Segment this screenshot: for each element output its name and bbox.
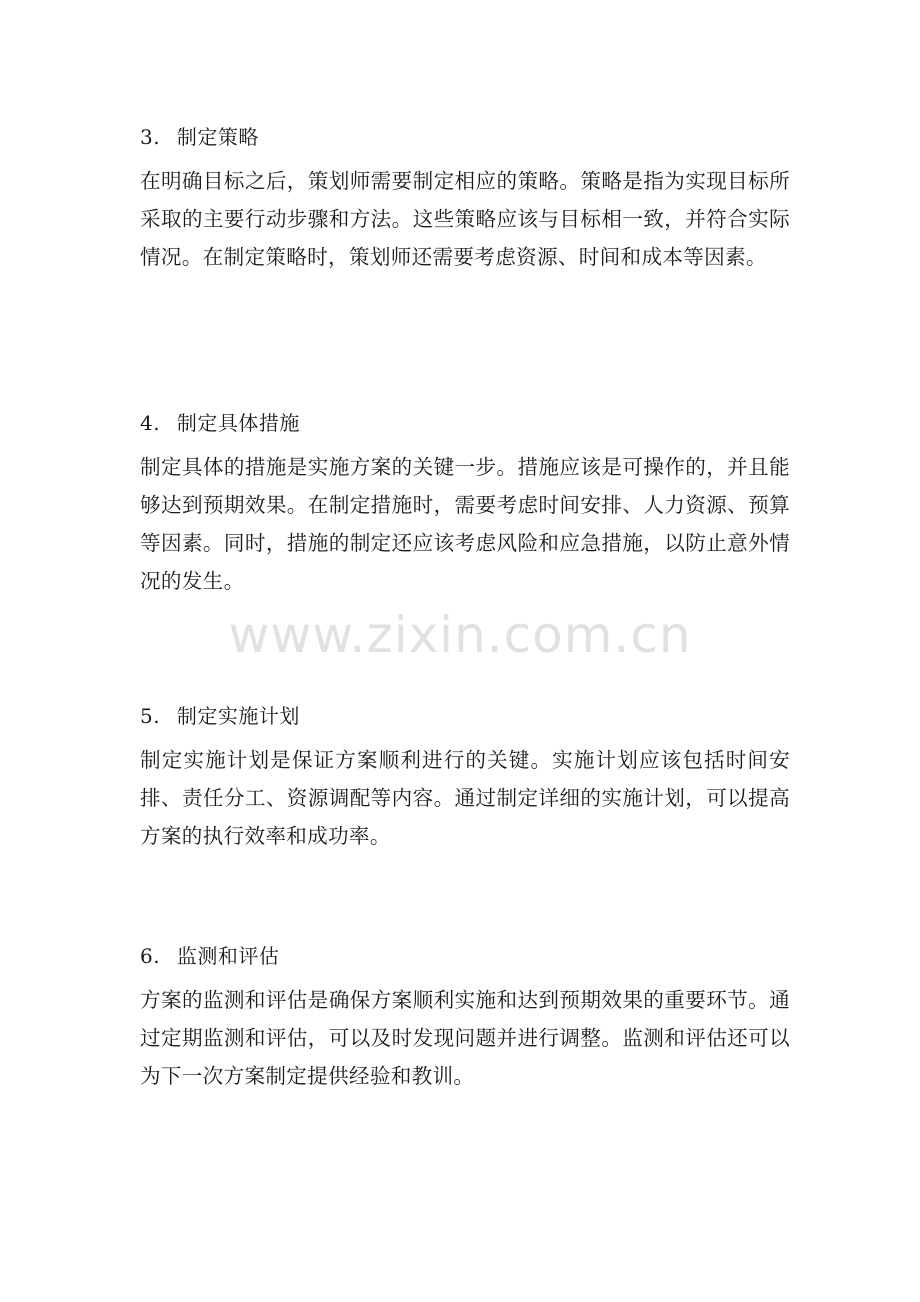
section-title: 制定策略 bbox=[176, 125, 259, 149]
section-number: 6. bbox=[140, 944, 161, 968]
section-number: 4. bbox=[140, 411, 161, 435]
section-title: 制定具体措施 bbox=[176, 411, 300, 435]
section-title: 制定实施计划 bbox=[176, 704, 300, 728]
section-body: 在明确目标之后，策划师需要制定相应的策略。策略是指为实现目标所采取的主要行动步骤和方法。这些策略应该与目标相一致，并符合实际情况。在制定策略时，策划师还需要考虑资源、时间和成本等因素。 bbox=[140, 169, 790, 269]
section-implementation-plan bbox=[140, 701, 790, 855]
section-measures bbox=[140, 408, 790, 600]
section-heading bbox=[140, 701, 790, 731]
section-number: 3. bbox=[140, 125, 161, 149]
section-heading bbox=[140, 122, 790, 152]
section-body: 方案的监测和评估是确保方案顺利实施和达到预期效果的重要环节。通过定期监测和评估，可以及时发现问题并进行调整。监测和评估还可以为下一次方案制定提供经验和教训。 bbox=[140, 988, 790, 1088]
section-heading bbox=[140, 408, 790, 438]
section-number: 5. bbox=[140, 704, 161, 728]
section-monitoring bbox=[140, 941, 790, 1095]
watermark: www.zixin.com.cn bbox=[228, 606, 692, 664]
section-strategy bbox=[140, 122, 790, 276]
section-body: 制定实施计划是保证方案顺利进行的关键。实施计划应该包括时间安排、责任分工、资源调配等内容。通过制定详细的实施计划，可以提高方案的执行效率和成功率。 bbox=[140, 748, 790, 848]
section-body: 制定具体的措施是实施方案的关键一步。措施应该是可操作的，并且能够达到预期效果。在制定措施时，需要考虑时间安排、人力资源、预算等因素。同时，措施的制定还应该考虑风险和应急措施，以防止意外情况的发生。 bbox=[140, 455, 790, 593]
section-heading bbox=[140, 941, 790, 971]
section-title: 监测和评估 bbox=[176, 944, 280, 968]
